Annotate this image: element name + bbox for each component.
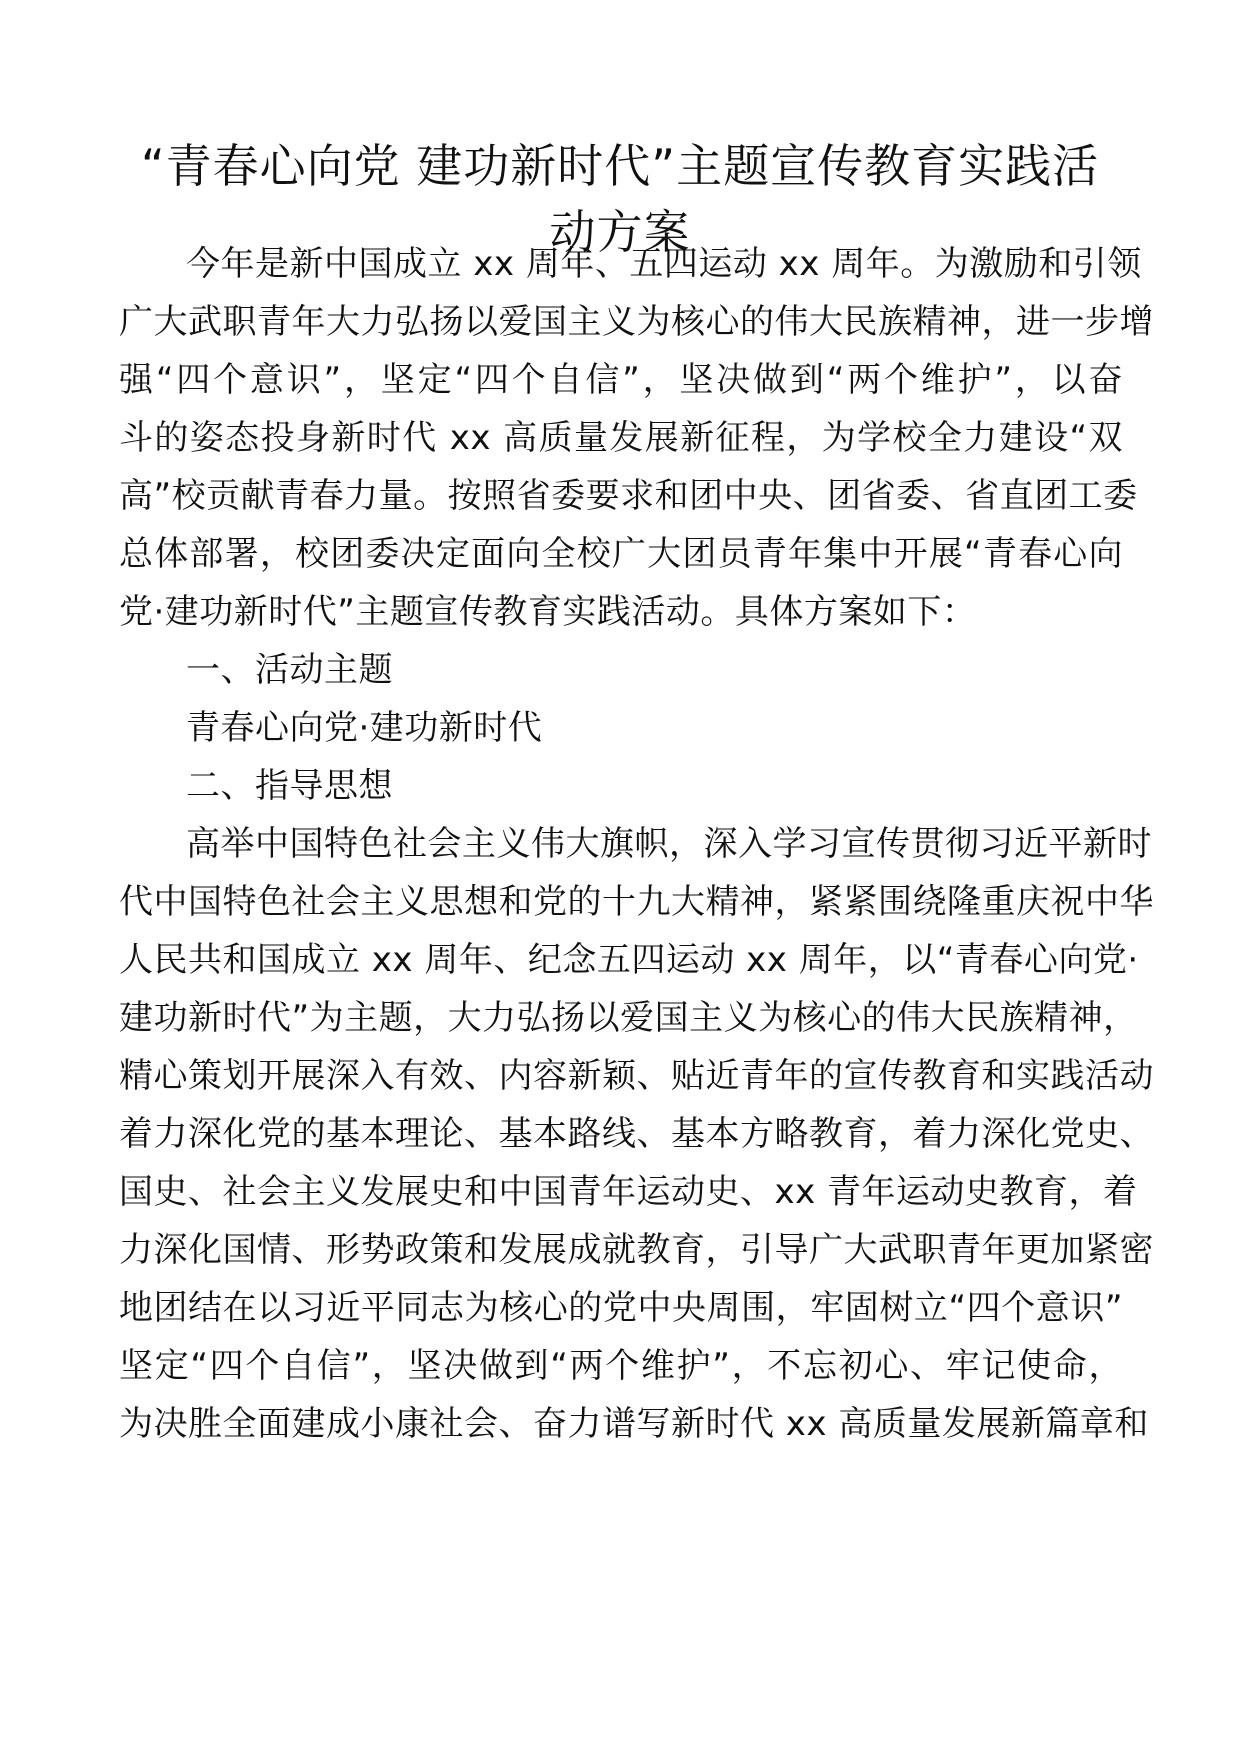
paragraph-line: 建功新时代”为主题，大力弘扬以爱国主义为核心的伟大民族精神， bbox=[119, 998, 1138, 1038]
paragraph-line: 地团结在以习近平同志为核心的党中央周围，牢固树立“四个意识” bbox=[119, 1288, 1123, 1328]
paragraph-line: 国史、社会主义发展史和中国青年运动史、xx 青年运动史教育，着 bbox=[119, 1172, 1138, 1212]
paragraph-line: 代中国特色社会主义思想和党的十九大精神，紧紧围绕隆重庆祝中华 bbox=[119, 882, 1154, 922]
paragraph-line: 斗的姿态投身新时代 xx 高质量发展新征程，为学校全力建设“双 bbox=[119, 418, 1123, 458]
paragraph-line: 坚定“四个自信”，坚决做到“两个维护”，不忘初心、牢记使命， bbox=[119, 1346, 1123, 1386]
paragraph-line: 高举中国特色社会主义伟大旗帜，深入学习宣传贯彻习近平新时 bbox=[186, 824, 1152, 864]
paragraph-line: 今年是新中国成立 xx 周年、五四运动 xx 周年。为激励和引领 bbox=[186, 244, 1142, 284]
paragraph-line: 力深化国情、形势政策和发展成就教育，引导广大武职青年更加紧密 bbox=[119, 1230, 1154, 1270]
paragraph-line: 总体部署，校团委决定面向全校广大团员青年集中开展“青春心向 bbox=[119, 534, 1123, 574]
paragraph-line: 着力深化党的基本理论、基本路线、基本方略教育，着力深化党史、 bbox=[119, 1114, 1154, 1154]
document-title-line-2: 动方案 bbox=[549, 205, 691, 259]
paragraph-line: 党·建功新时代”主题宣传教育实践活动。具体方案如下： bbox=[119, 592, 977, 632]
section-heading: 二、指导思想 bbox=[186, 766, 393, 806]
paragraph-line: 广大武职青年大力弘扬以爱国主义为核心的伟大民族精神，进一步增 bbox=[119, 302, 1154, 342]
paragraph-line: 精心策划开展深入有效、内容新颖、贴近青年的宣传教育和实践活动 bbox=[119, 1056, 1154, 1096]
paragraph-line: 高”校贡献青春力量。按照省委要求和团中央、团省委、省直团工委 bbox=[119, 476, 1138, 516]
paragraph-line: 为决胜全面建成小康社会、奋力谱写新时代 xx 高质量发展新篇章和 bbox=[119, 1404, 1149, 1444]
paragraph-line: 人民共和国成立 xx 周年、纪念五四运动 xx 周年，以“青春心向党· bbox=[119, 940, 1139, 980]
document-title-line-1: “青春心向党 建功新时代”主题宣传教育实践活 bbox=[140, 139, 1100, 193]
section-heading: 一、活动主题 bbox=[186, 650, 393, 690]
section-text: 青春心向党·建功新时代 bbox=[186, 708, 543, 748]
paragraph-line: 强“四个意识”，坚定“四个自信”，坚决做到“两个维护”，以奋 bbox=[119, 360, 1123, 400]
